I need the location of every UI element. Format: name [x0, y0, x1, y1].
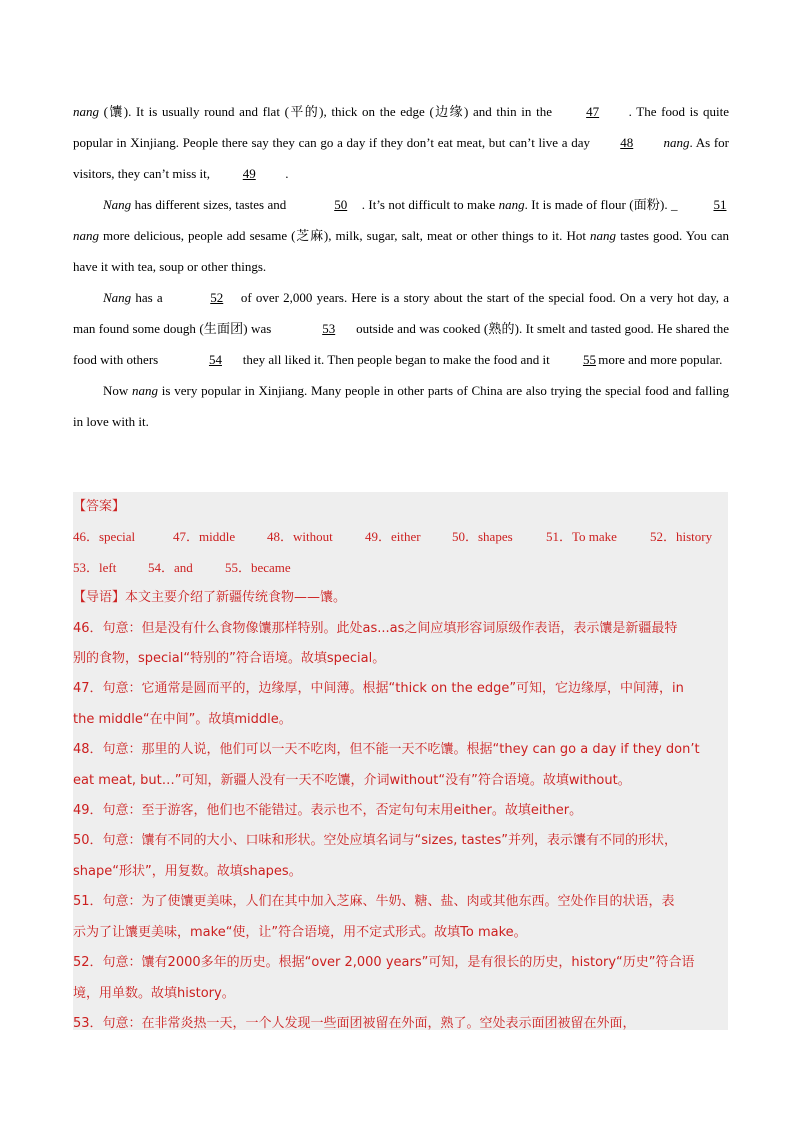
- blank-53: 53: [322, 321, 336, 336]
- answer-48: 48．without: [267, 529, 333, 545]
- explanation-line: the middle“在中间”。故填middle。: [73, 711, 292, 727]
- explanation-line: shape“形状”，用复数。故填shapes。: [73, 863, 302, 879]
- paragraph-4: [73, 375, 729, 437]
- answer-54: 54．and: [148, 559, 193, 575]
- explanation-line: 51．句意：为了使馕更美味，人们在其中加入芝麻、牛奶、糖、盐、肉或其他东西。空处作目的状语，表: [73, 894, 675, 910]
- blank-55: 55: [582, 352, 596, 367]
- passage-text: has different sizes, tastes and: [131, 197, 290, 212]
- explanation-line: 48．句意：那里的人说，他们可以一天不吃肉，但不能一天不吃馕。根据“they can go a day if they don’t: [73, 742, 700, 758]
- answer-55: 55．became: [225, 559, 291, 575]
- word-nang: nang: [73, 228, 99, 243]
- passage-text: tastes good. You can have it with tea, soup or other things.: [73, 228, 730, 274]
- passage-text: . It is made of flour (面粉). _: [524, 197, 678, 212]
- paragraph-1: [73, 96, 729, 189]
- passage-text: more delicious, people add sesame (芝麻), milk, sugar, salt, meat or other things to it. Hot: [99, 228, 591, 243]
- passage-text: they all liked it. Then people began to make the food and it: [239, 352, 553, 367]
- word-nang: nang: [73, 104, 99, 119]
- blank-54: 54: [208, 352, 222, 367]
- word-nang: nang: [663, 135, 690, 150]
- passage-text: . As for visitors, they can’t miss it,: [73, 135, 730, 181]
- answer-51: 51．To make: [546, 529, 617, 545]
- explanation-line: eat meat, but…”可知，新疆人没有一天不吃馕，介词without“没有”符合语境。故填without。: [73, 772, 631, 788]
- passage-text: is very popular in Xinjiang. Many people in other parts of China are also trying the special food and falling in love with it.: [73, 383, 729, 429]
- blank-48: 48: [620, 135, 634, 150]
- passage-text: Now: [103, 383, 133, 398]
- blank-47: 47: [586, 104, 600, 119]
- answer-section: [73, 492, 728, 1030]
- explanation-line: 别的食物，special“特别的”符合语境。故填special。: [73, 651, 386, 667]
- answer-52: 52．history: [650, 529, 713, 545]
- passage-text: . The food is quite popular in Xinjiang. People there say they can go a day if they don’t eat meat, but can’t live a day: [73, 104, 729, 150]
- blank-51: 51: [713, 197, 727, 212]
- blank-49: 49: [242, 166, 256, 181]
- explanation-line: 46．句意：但是没有什么食物像馕那样特别。此处as...as之间应填形容词原级作表语，表示馕是新疆最特: [73, 620, 678, 636]
- answer-46: 46．special: [73, 529, 136, 545]
- blank-52: 52: [210, 290, 224, 305]
- explanation-line: 49．句意：至于游客，他们也不能错过。表示也不，否定句句末用either。故填either。: [73, 803, 583, 819]
- guide-text: 【导语】本文主要介绍了新疆传统食物——馕。: [73, 590, 347, 606]
- passage-text: . It’s not difficult to make: [361, 197, 499, 212]
- word-nang: nang: [132, 383, 159, 398]
- word-nang: nang: [590, 228, 617, 243]
- answer-row-1: [73, 522, 728, 552]
- word-nang: Nang: [103, 290, 132, 305]
- passage-text: of over 2,000 years. Here is a story about the start of the special food. On a very hot day, a man found some dough (生面团) was: [73, 290, 729, 336]
- passage-text: more and more popular.: [594, 352, 723, 367]
- explanation-line: 52．句意：馕有2000多年的历史。根据“over 2,000 years”可知，是有很长的历史，history“历史”符合语: [73, 955, 695, 971]
- answer-50: 50．shapes: [452, 529, 513, 545]
- answer-47: 47．middle: [173, 529, 236, 545]
- answer-53: 53．left: [73, 559, 117, 575]
- word-nang: Nang: [103, 197, 132, 212]
- paragraph-3: [73, 282, 729, 375]
- word-nang: nang: [498, 197, 525, 212]
- blank-50: 50: [334, 197, 348, 212]
- passage-text: (馕). It is usually round and flat (平的), thick on the edge (边缘) and thin in the: [99, 104, 557, 119]
- answer-row-2: [73, 553, 728, 583]
- reading-passage: [73, 96, 729, 437]
- paragraph-2: [73, 189, 729, 282]
- explanation-line: 47．句意：它通常是圆而平的，边缘厚，中间薄。根据“thick on the edge”可知，它边缘厚，中间薄，in: [73, 681, 684, 697]
- passage-text: has a: [131, 290, 167, 305]
- explanation-line: 境，用单数。故填history。: [73, 985, 235, 1001]
- passage-text: outside and was cooked (熟的). It smelt and tasted good. He shared the food with others: [73, 321, 729, 367]
- explanation-line: 示为了让馕更美味，make“使，让”符合语境，用不定式形式。故填To make。: [73, 924, 527, 940]
- explanation-line: 53．句意：在非常炎热一天，一个人发现一些面团被留在外面，熟了。空处表示面团被留在外面，: [73, 1015, 636, 1031]
- answer-header: 【答案】: [73, 499, 126, 514]
- explanation-line: 50．句意：馕有不同的大小、口味和形状。空处应填名词与“sizes, tastes”并列，表示馕有不同的形状，: [73, 833, 677, 849]
- answer-49: 49．either: [365, 529, 421, 545]
- passage-text: .: [285, 166, 289, 181]
